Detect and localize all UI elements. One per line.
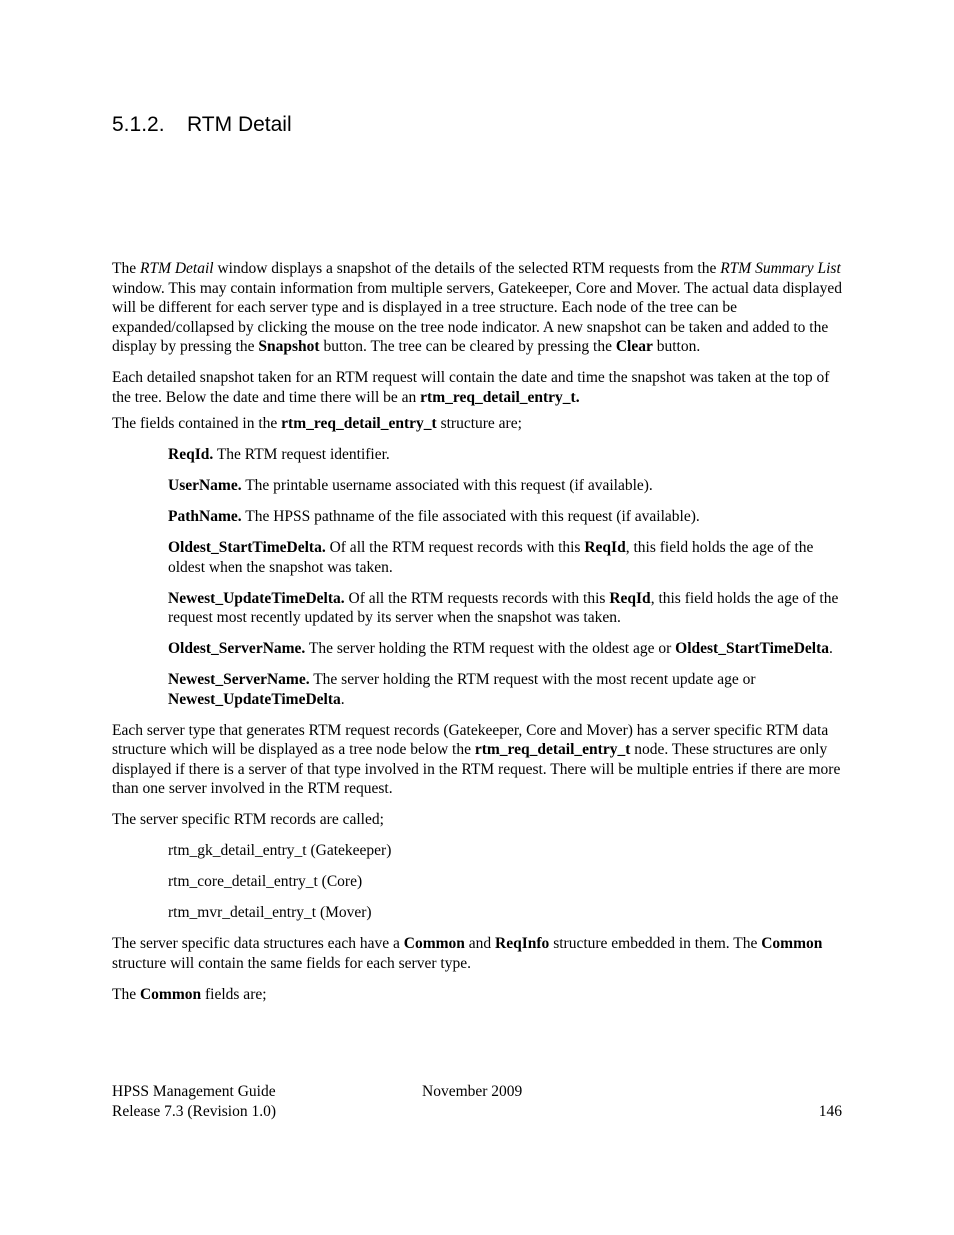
- field-name: Oldest_ServerName.: [168, 640, 306, 657]
- footer-date: November 2009: [422, 1083, 523, 1100]
- text-run: The server specific data structures each have a: [112, 935, 404, 952]
- text-run: and: [464, 935, 496, 952]
- field-description: The server holding the RTM request with the most recent update age or: [309, 671, 756, 688]
- structure-name: Common: [403, 935, 465, 952]
- text-run: window displays a snapshot of the details of the selected RTM requests from the: [213, 260, 721, 277]
- section-number: 5.1.2.: [112, 113, 165, 136]
- section-heading: [112, 112, 292, 138]
- structure-name: rtm_req_detail_entry_t.: [420, 388, 580, 406]
- text-run: button.: [652, 338, 701, 355]
- field-name: Newest_ServerName.: [168, 671, 310, 688]
- fields-intro-paragraph: [112, 414, 848, 434]
- record-gatekeeper: rtm_gk_detail_entry_t (Gatekeeper): [168, 842, 392, 859]
- page-number: 146: [818, 1103, 842, 1120]
- field-name: ReqId.: [168, 446, 214, 463]
- field-oldest-starttimedelta: [168, 538, 848, 577]
- field-username: [168, 476, 848, 496]
- field-description: The RTM request identifier.: [213, 446, 390, 463]
- field-reference: Oldest_StartTimeDelta: [675, 640, 829, 657]
- server-types-paragraph: [112, 721, 848, 799]
- text-run: window. This may contain information from multiple servers, Gatekeeper, Core and Mover. The actual data displayed will be different for each server type and is displayed in a tree structure. Each node of the tree can be expanded/collapsed by clicking the mouse on the tree node indicator. A new snapshot can be taken and added to the display by pressing the: [112, 279, 842, 355]
- page-footer: [112, 1082, 842, 1122]
- text-run: The: [112, 260, 140, 277]
- field-oldest-servername: [168, 639, 848, 659]
- body-text: [112, 259, 848, 1016]
- text-run: Each detailed snapshot taken for an RTM request will contain the date and time the snapshot was taken at the top of the tree. Below the date and time there will be an: [112, 369, 830, 406]
- field-name: PathName.: [168, 508, 242, 525]
- text-run: structure will contain the same fields for each server type.: [112, 954, 471, 972]
- text-run: fields are;: [201, 985, 267, 1003]
- field-name: Newest_UpdateTimeDelta.: [168, 589, 345, 607]
- record-core: rtm_core_detail_entry_t (Core): [168, 873, 363, 890]
- field-pathname: [168, 507, 848, 527]
- field-reference: ReqId: [609, 589, 651, 607]
- text-run: The: [112, 985, 140, 1003]
- field-newest-servername: [168, 670, 848, 709]
- field-description: .: [828, 640, 833, 657]
- button-name: Snapshot: [258, 338, 320, 355]
- structure-name: Common: [761, 935, 823, 952]
- field-reference: ReqId: [584, 539, 626, 556]
- window-name: RTM Summary List: [720, 260, 841, 277]
- common-paragraph: [112, 934, 848, 973]
- structure-name: rtm_req_detail_entry_t: [281, 415, 437, 432]
- common-fields-paragraph: [112, 985, 848, 1005]
- records-intro-paragraph: The server specific RTM records are called;: [112, 811, 384, 828]
- text-run: button. The tree can be cleared by pressing the: [319, 338, 616, 355]
- text-run: structure embedded in them. The: [549, 935, 762, 952]
- record-mover: rtm_mvr_detail_entry_t (Mover): [168, 904, 372, 921]
- button-name: Clear: [615, 338, 653, 355]
- structure-name: Common: [139, 985, 202, 1003]
- field-description: Of all the RTM requests records with this: [344, 589, 610, 607]
- field-description: , this field holds the age of the oldest when the snapshot was taken.: [168, 539, 814, 576]
- text-run: node. These structures are only displayed if there is a server of that type involved in the RTM request. There will be multiple entries if there are more than one server involved in the RTM request.: [112, 741, 841, 797]
- field-reqid: [168, 445, 848, 465]
- footer-release: Release 7.3 (Revision 1.0): [112, 1103, 277, 1120]
- field-description: , this field holds the age of the request most recently updated by its server when the snapshot was taken.: [168, 589, 839, 626]
- footer-guide-title: HPSS Management Guide: [112, 1083, 276, 1100]
- snapshot-paragraph: [112, 368, 848, 407]
- text-run: structure are;: [436, 415, 522, 432]
- text-run: Each server type that generates RTM request records (Gatekeeper, Core and Mover) has a server specific RTM data structure which will be displayed as a tree node below the: [112, 721, 829, 758]
- field-reference: Newest_UpdateTimeDelta: [168, 690, 341, 708]
- intro-paragraph: [112, 259, 848, 357]
- structure-name: rtm_req_detail_entry_t: [474, 741, 631, 758]
- text-run: The fields contained in the: [112, 415, 282, 432]
- section-title: RTM Detail: [187, 113, 292, 136]
- field-name: Oldest_StartTimeDelta.: [168, 539, 326, 556]
- field-description: The printable username associated with this request (if available).: [241, 477, 653, 494]
- structure-name: ReqInfo: [495, 935, 550, 952]
- field-description: The HPSS pathname of the file associated with this request (if available).: [241, 508, 700, 525]
- field-description: .: [340, 690, 345, 708]
- field-description: The server holding the RTM request with the oldest age or: [305, 640, 676, 657]
- field-description: Of all the RTM request records with this: [325, 539, 585, 556]
- window-name: RTM Detail: [139, 260, 214, 277]
- field-newest-updatetimedelta: [168, 589, 848, 628]
- field-name: UserName.: [168, 477, 242, 494]
